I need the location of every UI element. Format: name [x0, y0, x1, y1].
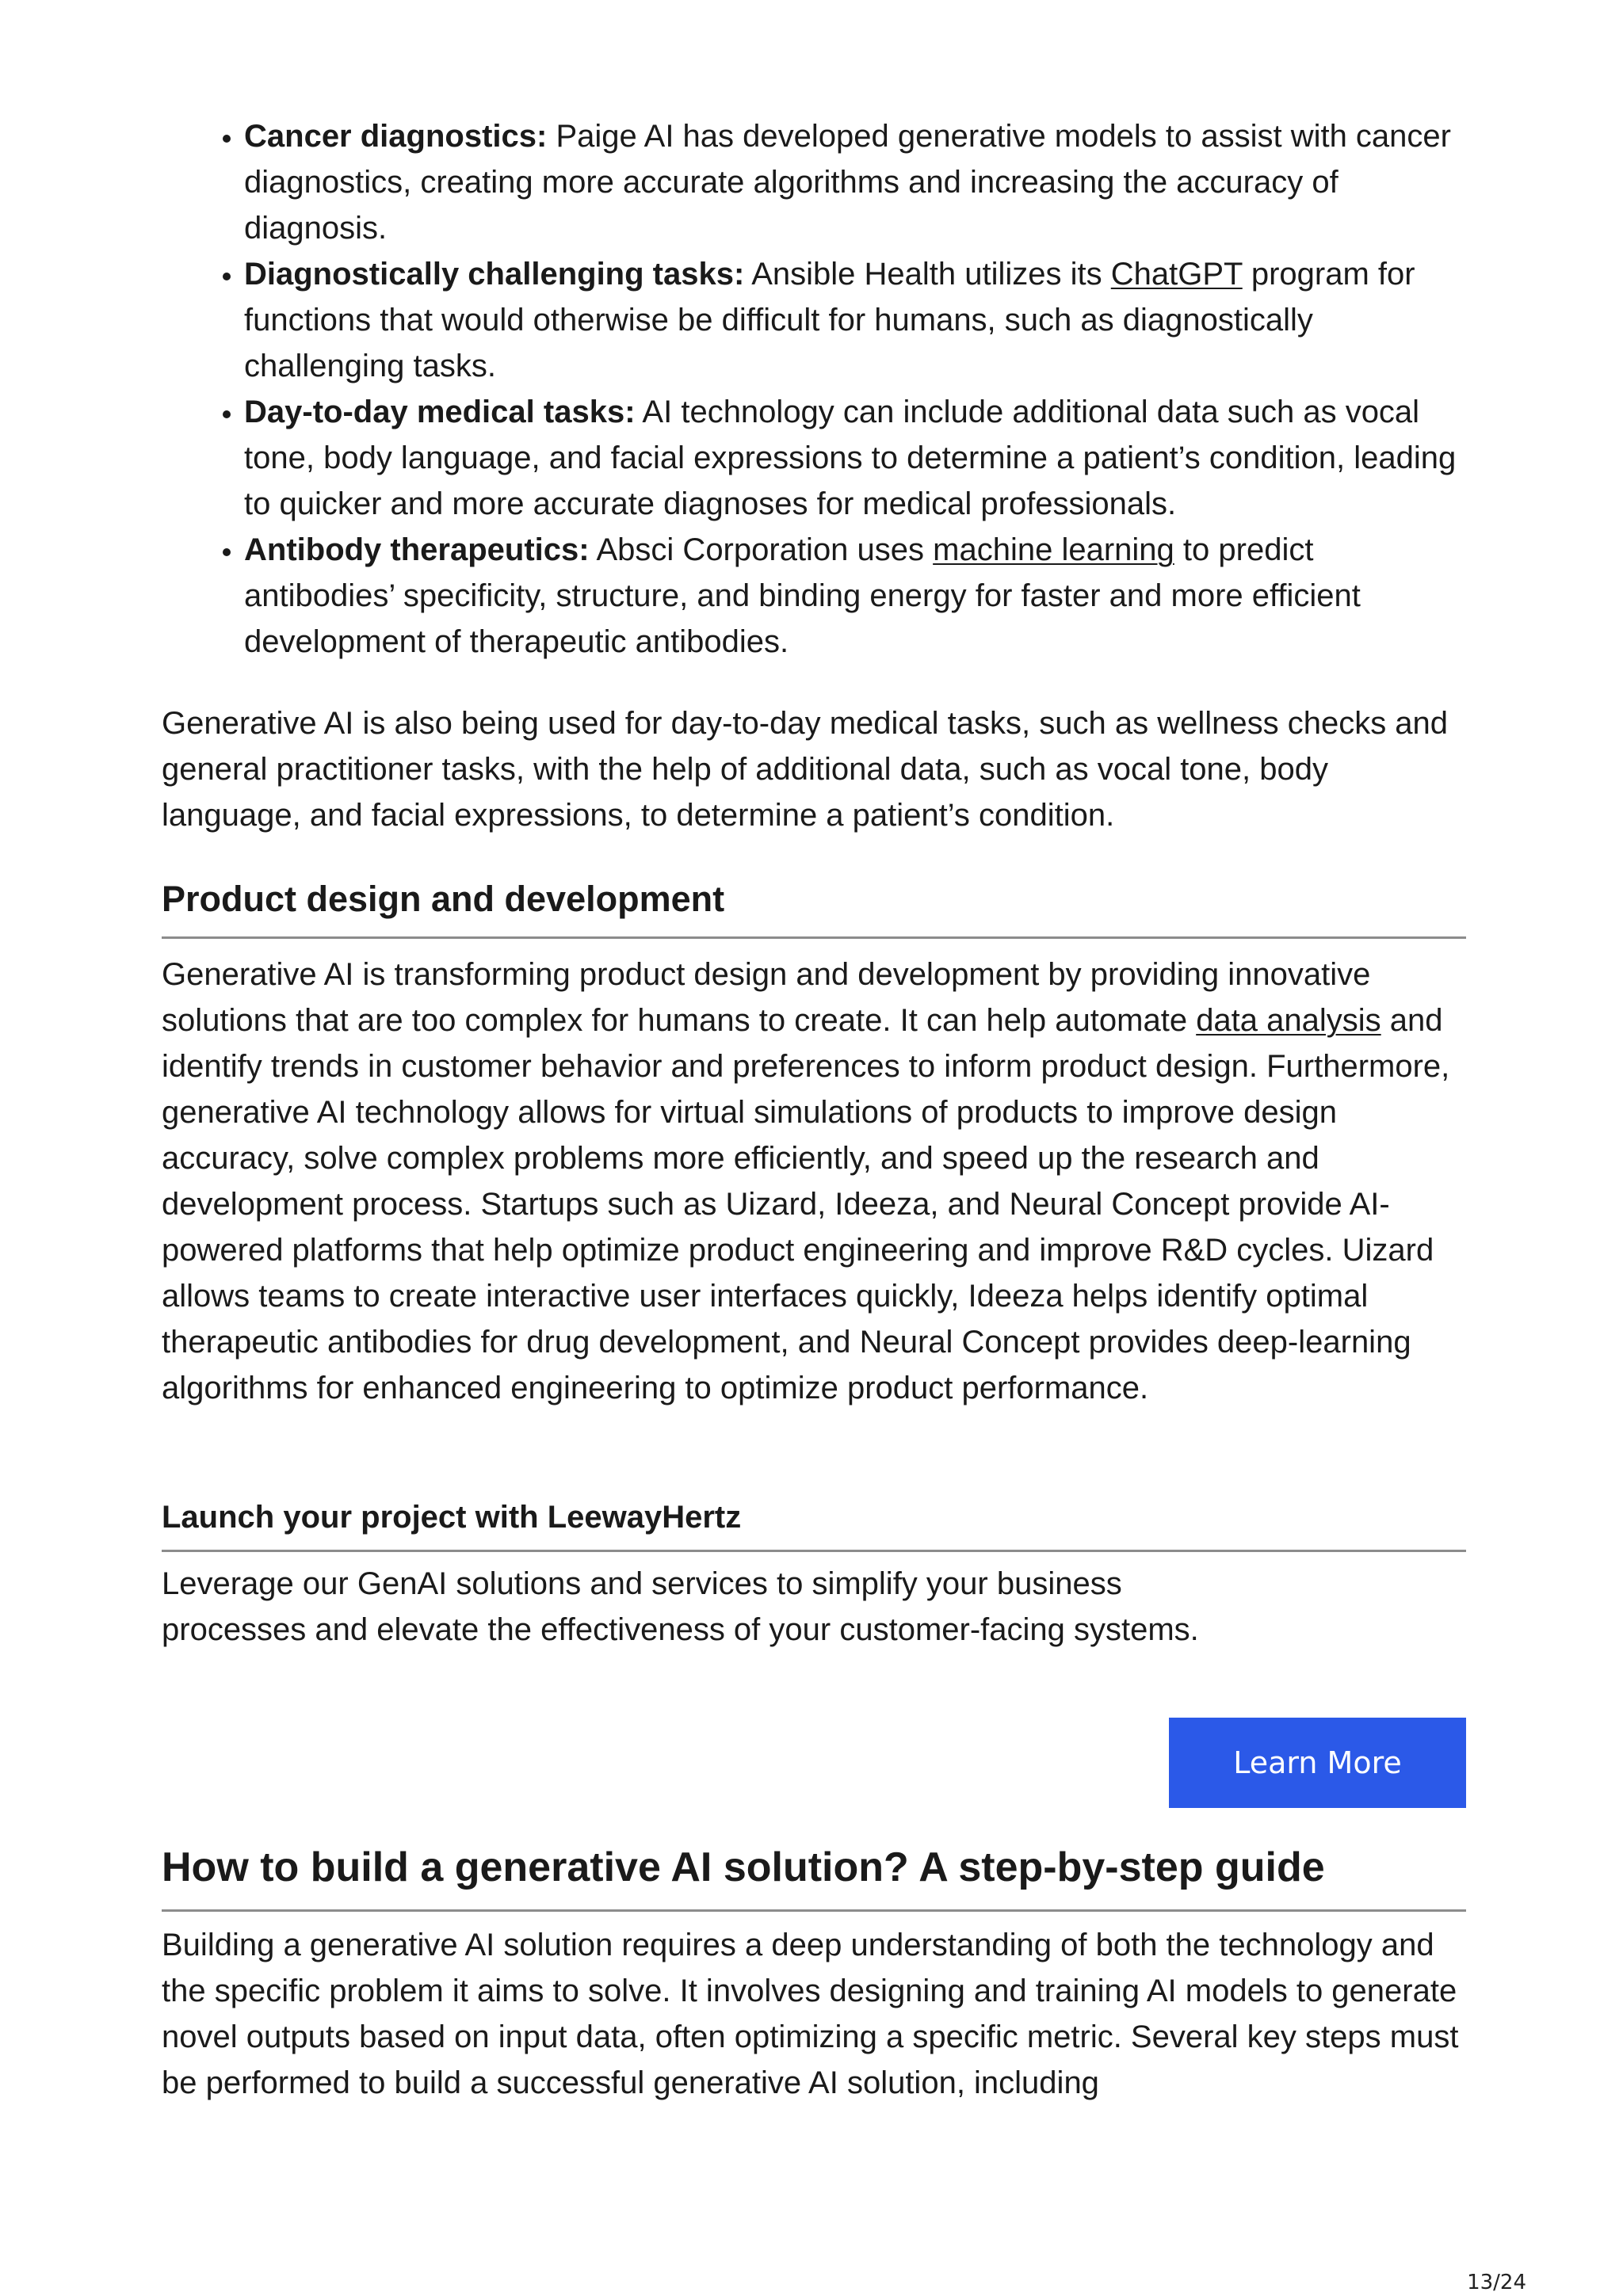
page-number: 13/24	[1467, 2271, 1526, 2294]
chatgpt-link[interactable]: ChatGPT	[1110, 257, 1243, 292]
guide-heading: How to build a generative AI solution? A step-by-step guide	[162, 1843, 1466, 1912]
product-design-paragraph	[162, 952, 1466, 1411]
product-design-heading: Product design and development	[162, 876, 1466, 939]
list-item	[244, 389, 1466, 527]
list-item-text: AI technology can include additional data such as vocal tone, body language, and facial expressions to determine a patient’s condition, leading to quicker and more accurate diagnoses for medical professionals.	[244, 395, 1457, 521]
cta-description	[162, 1561, 1466, 1653]
list-item-text: Absci Corporation uses	[589, 532, 934, 567]
list-item-title: Cancer diagnostics:	[244, 119, 548, 154]
wellness-paragraph: Generative AI is also being used for day-to-day medical tasks, such as wellness checks and general practitioner tasks, with the help of additional data, such as vocal tone, body language, and facial expressions, to determine a patient’s condition.	[162, 706, 1449, 833]
list-item	[244, 527, 1466, 665]
list-item-title: Antibody therapeutics:	[244, 532, 590, 567]
paragraph-text: and identify trends in customer behavior and preferences to inform product design. Furthermore, generative AI technology allows for virtual simulations of products to improve design accuracy, solve complex problems more efficiently, and speed up the research and development process. Startups such as Uizard, Ideeza, and Neural Concept provide AI-powered platforms that help optimize product engineering and improve R&D cycles. Uizard allows teams to create interactive user interfaces quickly, Ideeza helps identify optimal therapeutic antibodies for drug development, and Neural Concept provides deep-learning algorithms for enhanced engineering to optimize product performance.	[162, 1003, 1450, 1405]
cta-line-2: processes and elevate the effectiveness of your customer-facing systems.	[162, 1612, 1199, 1647]
list-item-text: Ansible Health utilizes its	[744, 257, 1111, 292]
cta-line-1: Leverage our GenAI solutions and services to simplify your business	[162, 1566, 1122, 1601]
guide-paragraph: Building a generative AI solution requires a deep understanding of both the technology and the specific problem it aims to solve. It involves designing and training AI models to generate novel outputs based on input data, often optimizing a specific metric. Several key steps must be performed to build a successful generative AI solution, including	[162, 1928, 1459, 2100]
data-analysis-link[interactable]: data analysis	[1196, 1003, 1381, 1038]
machine-learning-link[interactable]: machine learning	[933, 532, 1174, 567]
list-item-text: Paige AI has developed generative models to assist with cancer diagnostics, creating more accurate algorithms and increasing the accuracy of diagnosis.	[244, 119, 1451, 246]
use-case-list	[162, 113, 1466, 665]
learn-more-button[interactable]: Learn More	[1169, 1718, 1466, 1808]
list-item-text: to predict antibodies’ specificity, structure, and binding energy for faster and more efficient development of therapeutic antibodies.	[244, 532, 1361, 659]
list-item	[244, 251, 1466, 389]
paragraph-text: Generative AI is transforming product design and development by providing innovative solutions that are too complex for humans to create. It can help automate	[162, 957, 1371, 1038]
list-item	[244, 113, 1466, 251]
cta-title: Launch your project with LeewayHertz	[162, 1497, 1466, 1552]
list-item-title: Diagnostically challenging tasks:	[244, 257, 745, 292]
list-item-title: Day-to-day medical tasks:	[244, 395, 636, 429]
list-item-text: program for functions that would otherwise be difficult for humans, such as diagnostically challenging tasks.	[244, 257, 1415, 383]
